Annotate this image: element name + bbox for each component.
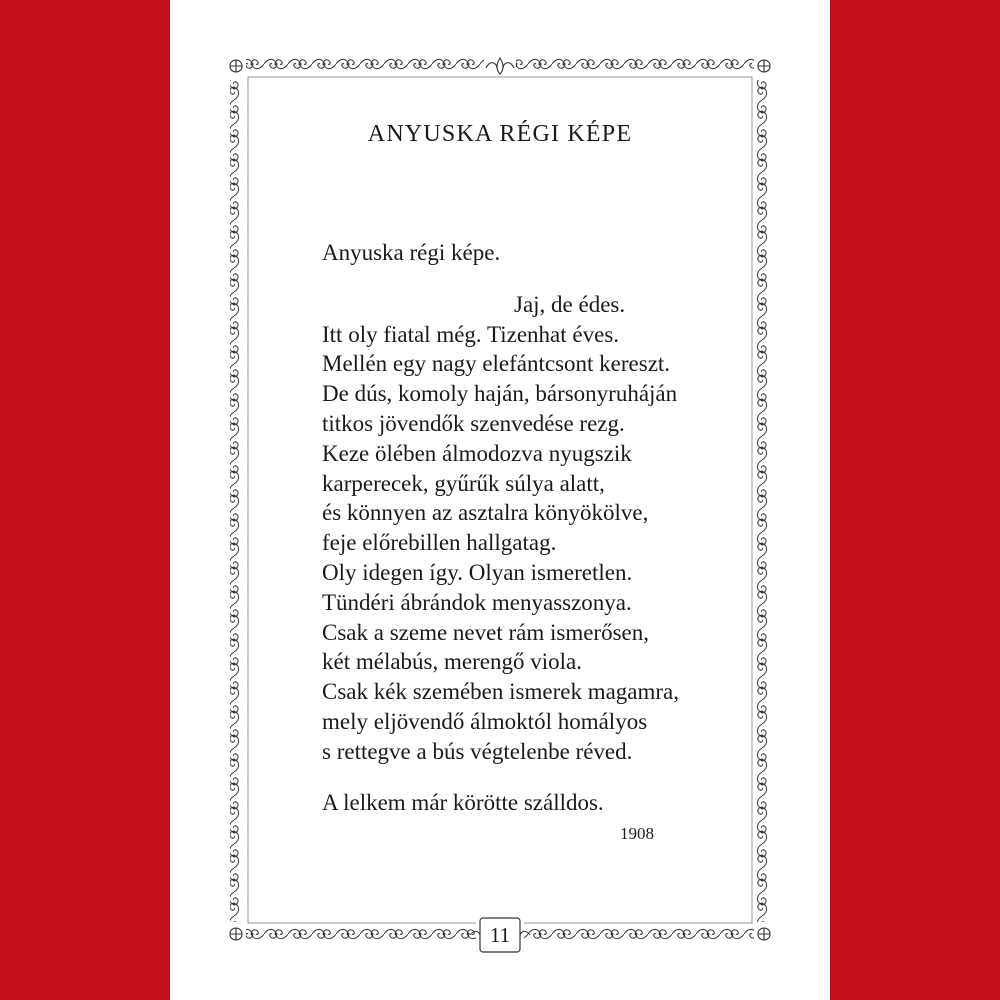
poem-line: Tündéri ábrándok menyasszonya. bbox=[322, 589, 632, 615]
poem-line: Oly idegen így. Olyan ismeretlen. bbox=[322, 559, 633, 585]
poem-line: és könnyen az asztalra könyökölve, bbox=[322, 500, 649, 526]
poem-line: De dús, komoly haján, bársonyruháján bbox=[322, 381, 678, 407]
poem-line: Jaj, de édes. bbox=[514, 291, 626, 317]
poem-body bbox=[322, 238, 742, 817]
fleuron-ornament-icon bbox=[484, 57, 516, 75]
poem-line: Mellén egy nagy elefántcsont kereszt. bbox=[322, 351, 671, 377]
poem-line: A lelkem már körötte szálldos. bbox=[322, 789, 604, 815]
poem-line: karperecek, gyűrűk súlya alatt, bbox=[322, 470, 605, 496]
book-page bbox=[170, 0, 830, 1000]
poem-line: Keze ölében álmodozva nyugszik bbox=[322, 440, 632, 466]
poem-line: Csak kék szemében ismerek magamra, bbox=[322, 679, 680, 705]
poem-line: titkos jövendők szenvedése rezg. bbox=[322, 410, 625, 436]
poem-line: két mélabús, merengő viola. bbox=[322, 649, 582, 675]
poem-line: feje előrebillen hallgatag. bbox=[322, 530, 557, 556]
stanza-gap bbox=[322, 268, 742, 290]
poem-title: ANYUSKA RÉGI KÉPE bbox=[367, 121, 633, 147]
page-number: 11 bbox=[489, 923, 511, 947]
stanza-gap bbox=[322, 767, 742, 788]
poem-line: mely eljövendő álmoktól homályos bbox=[322, 708, 648, 734]
poem-year: 1908 bbox=[620, 824, 654, 843]
poem-line: Itt oly fiatal még. Tizenhat éves. bbox=[322, 321, 620, 347]
poem-line: s rettegve a bús végtelenbe réved. bbox=[322, 738, 633, 764]
poem-line: Csak a szeme nevet rám ismerősen, bbox=[322, 619, 649, 645]
poem-line: Anyuska régi képe. bbox=[322, 240, 501, 265]
